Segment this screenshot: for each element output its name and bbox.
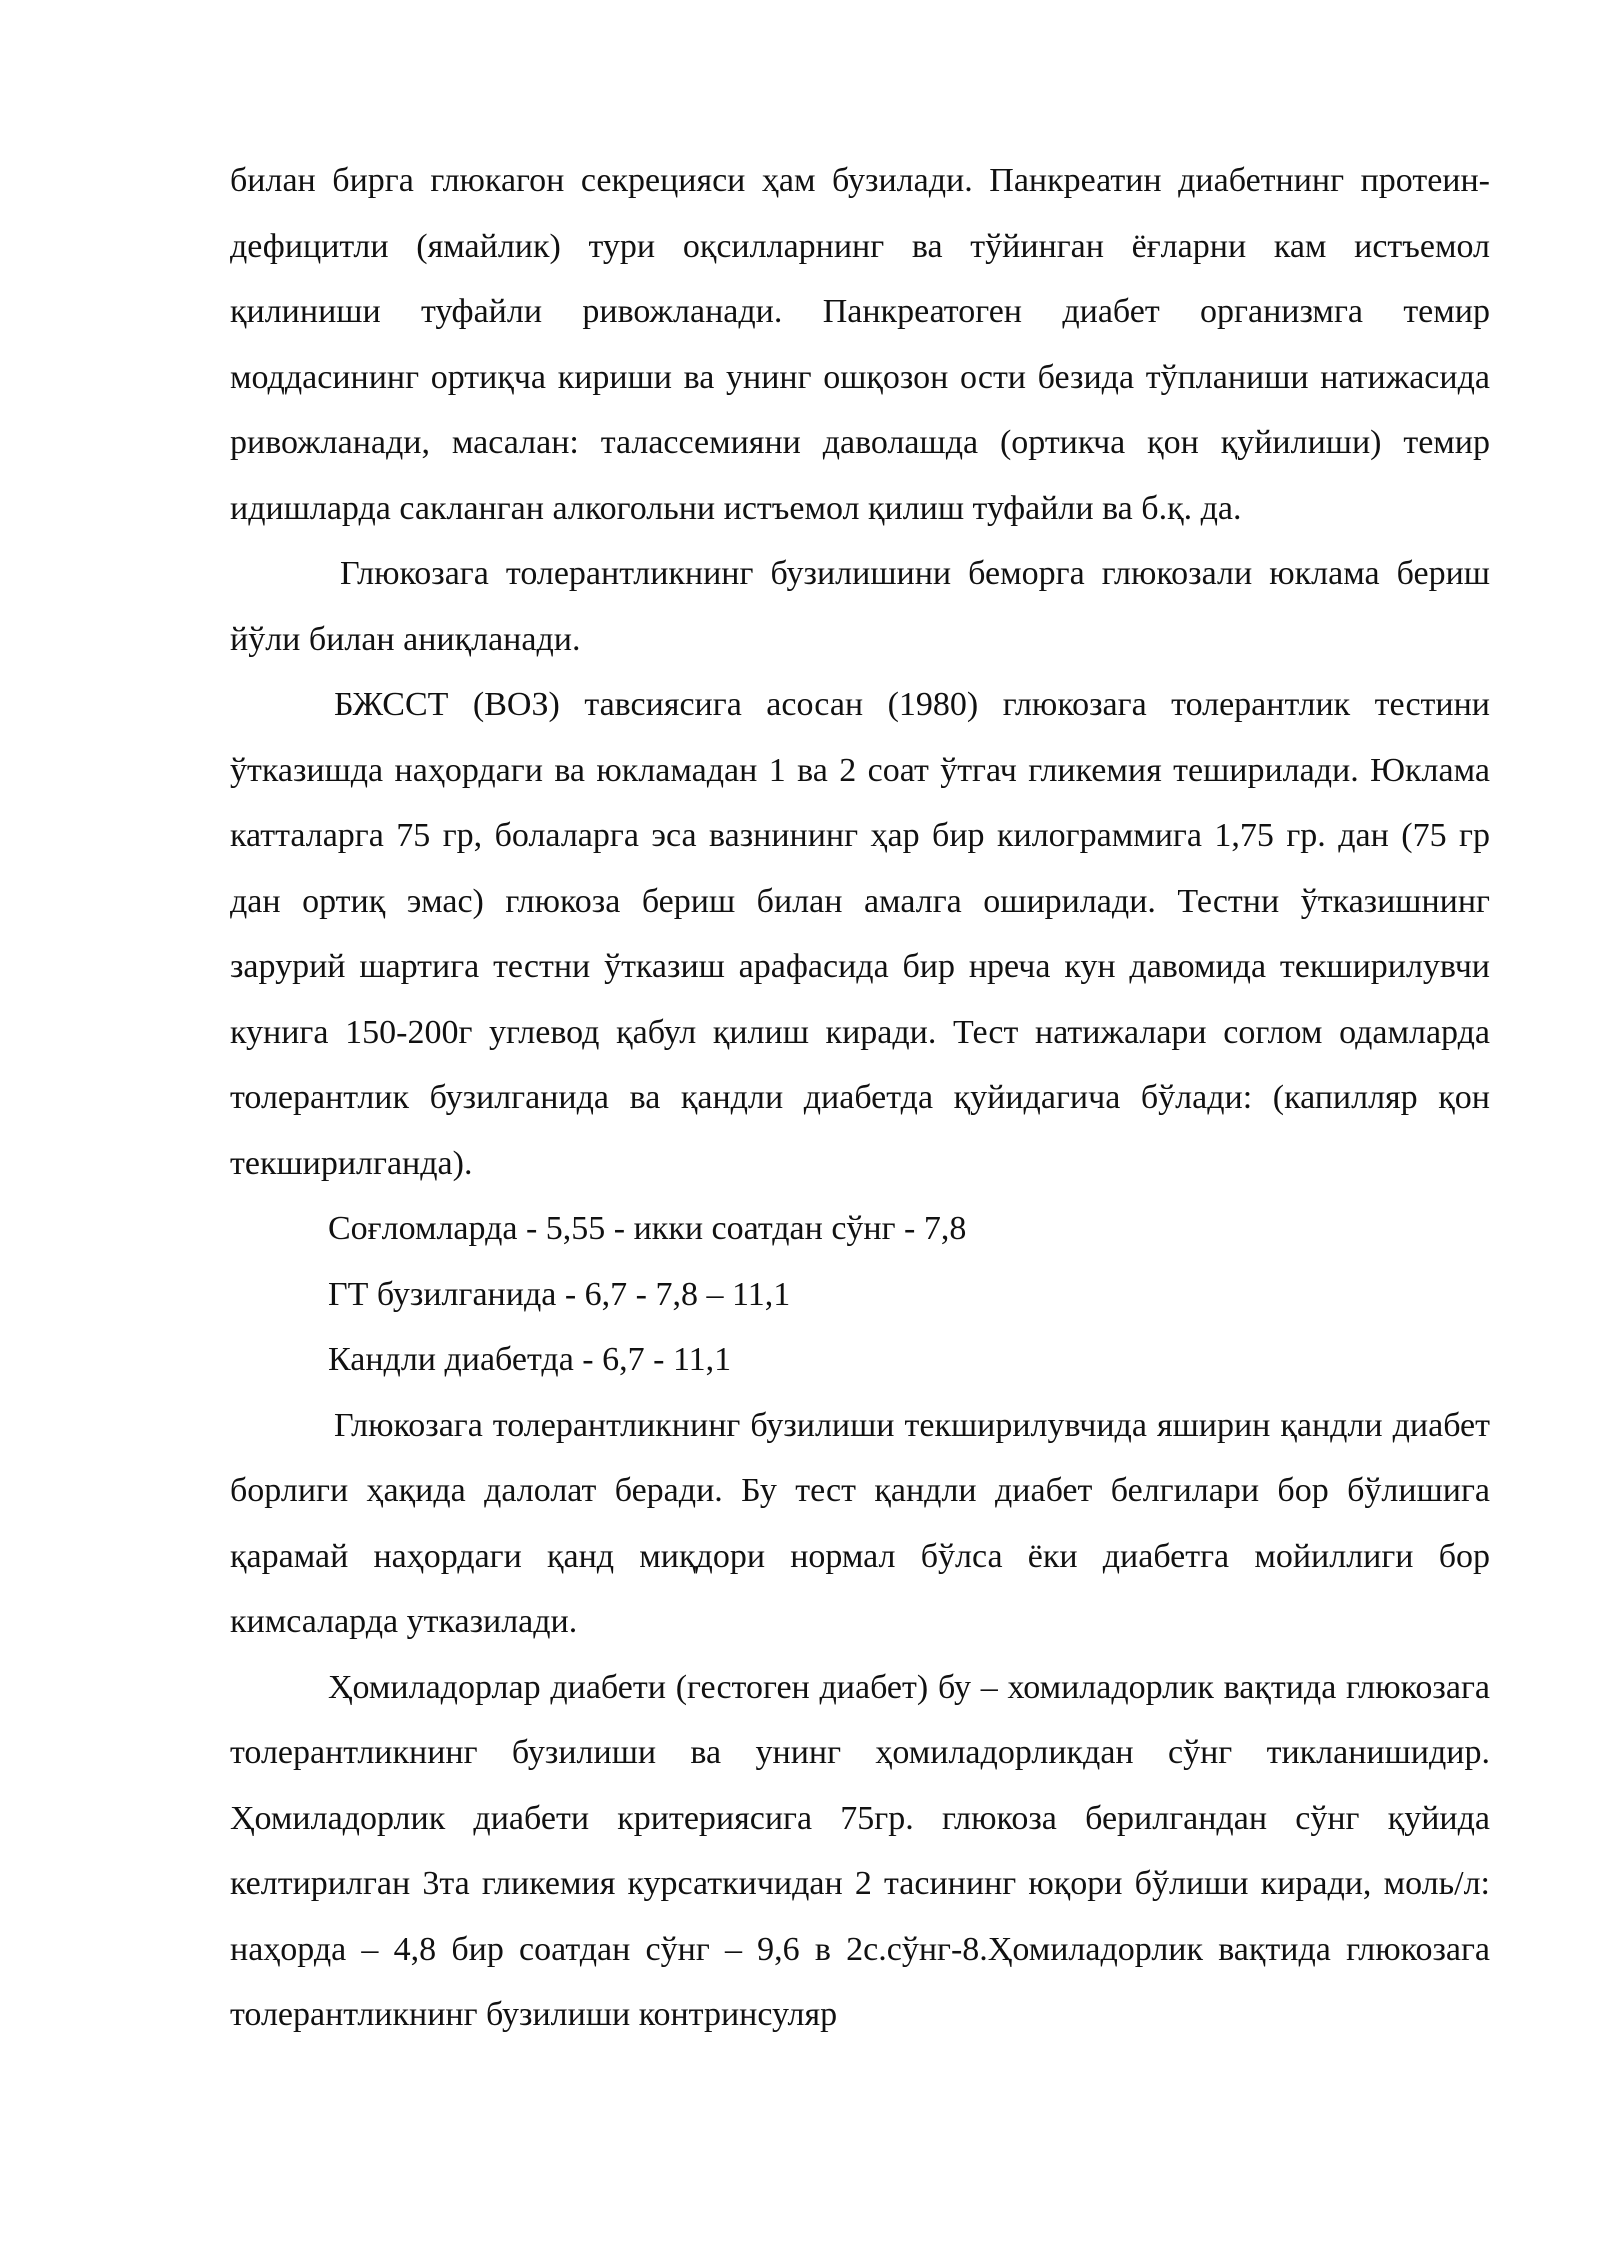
result-line-healthy: Соғломларда - 5,55 - икки соатдан сўнг - 7,8 [328,1210,967,1247]
paragraph-gestational-diabetes: Ҳомиладорлар диабети (гестоген диабет) бу – хомиладорлик вақтида глюкозага толерантликнинг бузилиши ва унинг ҳомиладорликдан сўнг тикланишидир. Ҳомиладорлик диабети критериясига 75гр. глюкоза берилгандан сўнг қуйида келтирилган 3та гликемия курсаткичидан 2 тасининг юқори бўлиши киради, моль/л: наҳорда – 4,8 бир соатдан сўнг – 9,6 в 2с.сўнг-8.Ҳомиладорлик вақтида глюкозага толерантликнинг бузилиши контринсуляр [230,1668,1490,2033]
result-line-impaired-tolerance: ГТ бузилганида - 6,7 - 7,8 – 11,1 [328,1275,791,1313]
result-line-diabetes: Кандли диабетда - 6,7 - 11,1 [328,1341,732,1378]
paragraph-latent-diabetes: Глюкозага толерантликнинг бузилиши текширилувчида яширин қандли диабет борлиги ҳақида далолат беради. Бу тест қандли диабет белгилари бор бўлишига қарамай наҳордаги қанд миқдори нормал бўлса ёки диабетга мойиллиги бор кимсаларда утказилади. [230,1406,1490,1640]
paragraph-who-recommendation: БЖССТ (ВОЗ) тавсиясига асосан (1980) глюкозага толерантлик тестини ўтказишда наҳордаги ва юкламадан 1 ва 2 соат ўтгач гликемия теширилади. Юклама катталарга 75 гр, болаларга эса вазнининг ҳар бир килограммига 1,75 гр. дан (75 гр дан ортиқ эмас) глюкоза бериш билан амалга оширилади. Тестни ўтказишнинг зарурий шартига тестни ўтказиш арафасида бир нреча кун давомида текширилувчи кунига 150-200г углевод қабул қилиш киради. Тест натижалари соглом одамларда толерантлик бузилганида ва қандли диабетда қуйидагича бўлади: (капилляр қон текширилганда). [230,686,1490,1182]
paragraph-glucose-tolerance-load: Глюкозага толерантликнинг бузилишини беморга глюкозали юклама бериш йўли билан аниқланади. [230,555,1490,658]
paragraph-pancreatic-diabetes: билан бирга глюкагон секрецияси ҳам бузилади. Панкреатин диабетнинг протеин-дефицитли (ямайлик) тури оқсилларнинг ва тўйинган ёғларни кам истъемол қилиниши туфайли ривожланади. Панкреатоген диабет организмга темир моддасининг ортиқча кириши ва унинг ошқозон ости безида тўпланиши натижасида ривожланади, масалан: талассемияни даволашда (ортикча қон қуйилиши) темир идишларда сакланган алкогольни истъемол қилиш туфайли ва б.қ. да. [230,162,1490,527]
document-body [230,148,1490,2048]
